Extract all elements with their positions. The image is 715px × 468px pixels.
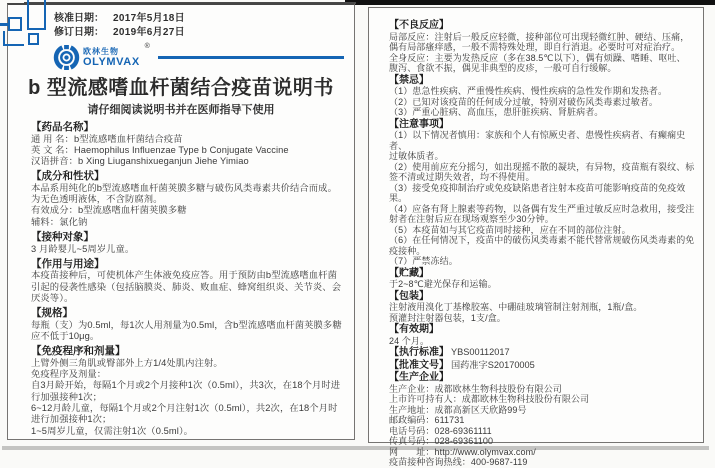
section-line: 3 月龄婴儿~5周岁儿童。	[31, 243, 135, 254]
page-title: b 型流感嗜血杆菌结合疫苗说明书	[28, 77, 334, 99]
section	[31, 121, 348, 167]
section-heading-label: 【有效期】	[389, 324, 439, 335]
photo-top-edge-bar	[345, 0, 715, 5]
section-line: 局部反应：注射后一般反应轻微，接种部位可出现轻微红肿、硬结、压痛，	[389, 31, 690, 42]
section-line: 全身反应：主要为发热反应（多在38.5℃以下），偶有烦躁、嗜睡、呕吐、	[389, 52, 686, 63]
section-line: （4）应备有肾上腺素等药物，以备偶有发生严重过敏反应时急救用，接受注	[389, 203, 695, 214]
date-block	[54, 12, 354, 40]
section-line: （2）使用前应充分摇匀，如出现摇不散的凝块，有异物，疫苗瓶有裂纹、标	[389, 161, 695, 172]
section-inline-value: YBS00112017	[451, 347, 510, 357]
page-subtitle: 请仔细阅读说明书并在医师指导下使用	[87, 104, 275, 116]
section-line: 免疫程序及剂量：	[31, 369, 107, 380]
section	[389, 119, 695, 267]
section-line: 通 用 名：b型流感嗜血杆菌结合疫苗	[31, 133, 183, 144]
section-heading	[389, 360, 695, 372]
section-line: （5）本疫苗如与其它疫苗同时接种，应在不同的部位注射。	[389, 224, 631, 235]
section-heading	[389, 75, 695, 87]
section-heading-label: 【包装】	[389, 290, 429, 302]
section-heading	[389, 268, 695, 280]
leaflet-left-page	[7, 3, 355, 440]
section-heading-label: 【免疫程序和剂量】	[31, 345, 126, 358]
brand-wordmark	[83, 43, 150, 68]
section-line: 网 址：http://www.olymvax.com/	[389, 446, 536, 457]
section	[31, 307, 348, 342]
section-heading-label: 【批准文号】	[389, 359, 449, 371]
section-heading	[31, 170, 348, 183]
section-heading-label: 【执行标准】	[389, 347, 449, 358]
section-line: 辅料：氯化钠	[31, 216, 88, 227]
section-heading	[389, 20, 695, 32]
section	[389, 324, 695, 346]
section-line: 邮政编码：611731	[389, 415, 465, 425]
section-line: 每瓶（支）为0.5ml，每1次人用剂量为0.5ml，含b型流感嗜血杆菌荚膜多糖	[31, 319, 342, 330]
section-line: （7）严禁冻结。	[389, 256, 458, 266]
section-heading-label: 【贮藏】	[389, 267, 429, 279]
section	[31, 231, 348, 255]
section-line: （3）接受免疫抑制治疗或免疫缺陷患者注射本疫苗可能影响疫苗的免疫效果。	[389, 182, 686, 203]
registration-mark-l-shape	[3, 31, 24, 46]
section-line: 24 个月。	[389, 335, 430, 346]
section	[31, 170, 348, 228]
section-line: 签不清或过期失效者，均不得使用。	[389, 172, 535, 182]
section-line: 上臂外侧三角肌或臀部外上方1/4处肌内注射。	[31, 357, 223, 368]
section-line: 疫苗接种咨询热线：400-9687-119	[389, 457, 528, 467]
section	[389, 75, 695, 118]
section-line: 生产地址：成都高新区天欣路99号	[389, 404, 527, 415]
approval-date-row	[54, 12, 354, 26]
section-line: 腹泻、食欲不振，偶见非典型的皮疹，一般可自行缓解。	[389, 63, 617, 73]
approval-date-label: 核准日期：	[54, 13, 104, 24]
section-line: 传真号码：028-69361100	[389, 436, 494, 446]
section-heading-label: 【生产企业】	[389, 372, 449, 383]
section-line: 电话号码：028-69361111	[389, 425, 492, 436]
section-heading	[31, 345, 348, 358]
section-heading-label: 【作用与用途】	[31, 257, 105, 270]
section-line: 疫接种。	[389, 245, 426, 256]
section-heading-label: 【药品名称】	[31, 121, 94, 133]
section-line: 引起的侵袭性感染（包括脑膜炎、肺炎、败血症、蜂窝组织炎、关节炎、会	[31, 281, 342, 292]
section-line: 英 文 名：Haemophilus Influenzae Type b Conjugate Vaccine	[31, 144, 289, 155]
section-inline-value: 国药准字S20170005	[451, 359, 535, 370]
section-heading-label: 【禁忌】	[389, 74, 429, 86]
registration-mark-small-square	[28, 33, 39, 45]
right-column-sections	[369, 12, 703, 468]
section-line: 注射液用溴化丁基橡胶塞、中硼硅玻璃管制注射剂瓶，1瓶/盒。	[389, 302, 643, 312]
section-line: （1）以下情况者慎用：家族和个人有惊厥史者、患慢性疾病者、有癫痫史者、	[389, 130, 686, 151]
section-heading	[389, 291, 695, 303]
registration-mark-square	[8, 17, 22, 31]
section	[389, 360, 695, 372]
section-heading	[31, 307, 348, 320]
section-line: 汉语拼音：b Xing Liuganshixueganjun Jiehe Yimiao	[31, 156, 249, 167]
revision-date-row	[54, 26, 354, 40]
section	[389, 291, 695, 324]
section	[389, 347, 695, 359]
brand-name-en: OLYMVAX	[83, 56, 140, 68]
revision-date-value: 2019年6月27日	[113, 27, 185, 38]
section	[31, 345, 348, 437]
section-heading-label: 【规格】	[31, 307, 73, 320]
section-line: 本品系用纯化的b型流感嗜血杆菌荚膜多糖与破伤风类毒素共价结合而成。	[31, 182, 337, 193]
section-line: 应不低于10μg。	[31, 331, 100, 342]
brand-name-cn: 欧林生物	[83, 47, 119, 56]
section-line: 自3月龄开始，每隔1个月或2个月接种1次（0.5ml），共3次，在18个月时进	[31, 380, 341, 391]
brand-logo-row	[54, 45, 346, 70]
section-line: 6~12月龄儿童，每隔1个月或2个月注射1次（0.5ml），共2次，在18个月时	[31, 403, 338, 414]
section-heading-label: 【接种对象】	[31, 231, 94, 244]
section-line: 射者在注射后应在现场观察至少30分钟。	[389, 214, 554, 224]
section-line: 行加强接种1次；	[31, 391, 103, 402]
section	[389, 20, 695, 74]
section	[389, 268, 695, 290]
section-line: 预灌封注射器包装，1支/盒。	[389, 312, 506, 323]
revision-date-label: 修订日期：	[54, 27, 104, 38]
section-heading	[389, 347, 695, 359]
registration-mark-line	[0, 23, 9, 26]
registration-mark-tall-rect	[27, 0, 46, 30]
section-heading-label: 【成分和性状】	[31, 170, 105, 183]
section-heading-label: 【注意事项】	[389, 118, 449, 130]
section-line: 生产企业：成都欧林生物科技股份有限公司	[389, 383, 562, 394]
section-line: 为无色透明液体，不含防腐剂。	[31, 194, 163, 205]
section-line: 偶有局部瘙痒感，一般不需特殊处理，即自行消退。必要时可对症治疗。	[389, 42, 681, 52]
leaflet-right-page	[368, 7, 704, 467]
section-heading-label: 【不良反应】	[389, 20, 449, 31]
section-line: 进行加强接种1次；	[31, 414, 112, 425]
section-line: （2）已知对该疫苗的任何成分过敏，特别对破伤风类毒素过敏者。	[389, 96, 659, 107]
section-line: （6）在任何情况下，疫苗中的破伤风类毒素不能代替常规破伤风类毒素的免	[389, 235, 695, 245]
section-heading	[31, 258, 348, 271]
registered-trademark-symbol: ®	[144, 43, 150, 50]
section-heading	[389, 119, 695, 131]
section-line: （1）患急性疾病、严重慢性疾病、慢性疾病的急性发作期和发热者。	[389, 86, 668, 96]
section-line: 于2~8℃避光保存和运输。	[389, 279, 497, 289]
left-column-sections	[8, 121, 354, 437]
approval-date-value: 2017年5月18日	[113, 13, 185, 24]
section-line: 1~5周岁儿童，仅需注射1次（0.5ml）。	[31, 425, 194, 436]
section-heading	[31, 231, 348, 244]
section-heading	[389, 372, 695, 384]
section-line: （3）严重心脏病、高血压，患肝脏疾病、肾脏病者。	[389, 107, 604, 117]
section-line: 厌炎等）。	[31, 292, 74, 303]
section	[31, 258, 348, 304]
section-line: 上市许可持有人：成都欧林生物科技股份有限公司	[389, 394, 590, 404]
section-line: 有效成分：b型流感嗜血杆菌荚膜多糖	[31, 205, 187, 216]
section-heading	[31, 121, 348, 134]
olymvax-logo-icon	[54, 45, 79, 70]
section-line: 本疫苗接种后，可使机体产生体液免疫应答。用于预防由b型流感嗜血杆菌	[31, 270, 337, 281]
section	[389, 372, 695, 468]
section-heading	[389, 324, 695, 336]
section-line: 过敏体质者。	[389, 151, 444, 161]
header-accent-rule	[158, 56, 344, 59]
